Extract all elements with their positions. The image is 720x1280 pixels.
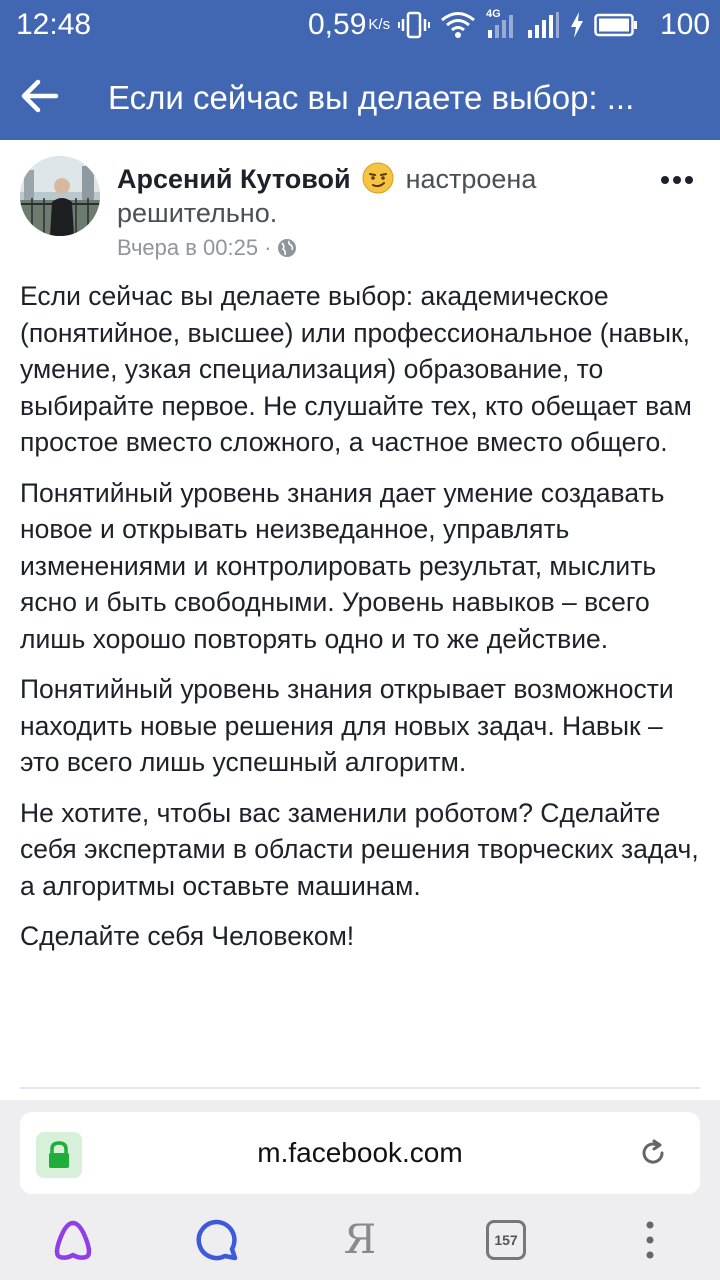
post-paragraph: Понятийный уровень знания дает умение создавать новое и открывать неизведанное, управлять изменениями и контролировать результат, мыслить ясно и быть свободными. Уровень навыков – всего лишь хорошо повторять одно и то же действие. [20,477,665,654]
post [0,140,720,1100]
avatar[interactable] [20,156,100,236]
alice-icon [50,1219,96,1261]
battery-icon [594,12,638,38]
back-arrow-icon[interactable] [18,76,60,116]
yandex-button[interactable] [340,1218,380,1262]
top-bar [0,0,720,140]
post-body [20,278,705,969]
reload-icon[interactable] [638,1138,668,1168]
post-meta [117,234,297,262]
battery-level: 100 [660,8,711,41]
url-text[interactable]: m.facebook.com [257,1137,463,1168]
address-bar[interactable] [20,1112,700,1194]
divider [20,1087,700,1089]
browser-nav [0,1208,720,1272]
author-name[interactable]: Арсений Кутовой [117,164,351,194]
search-button[interactable] [194,1218,240,1262]
signal-4g [486,10,516,40]
tabs-count-icon: 157 [486,1220,526,1260]
wifi-icon [440,10,476,40]
vibrate-icon [398,10,430,40]
more-options-icon[interactable] [660,174,694,186]
menu-button[interactable] [636,1218,664,1262]
signal-bars-2-icon [526,10,560,40]
data-rate-value: 0,59 [308,8,367,41]
tabs-button[interactable] [484,1218,528,1262]
globe-icon [277,238,297,258]
avatar-photo-icon [20,156,100,236]
alice-button[interactable] [50,1218,96,1262]
post-paragraph: Сделайте себя Человеком! [20,921,355,951]
author-line [117,162,637,230]
menu-dots-icon [645,1220,655,1260]
status-time: 12:48 [16,8,92,41]
browser-bar [0,1100,720,1280]
determined-face-emoji-icon [362,162,394,194]
post-paragraph: Не хотите, чтобы вас заменили роботом? Сделайте себя экспертами в области решения творческих задач, а алгоритмы оставьте машинам. [20,797,699,901]
data-rate-unit: K/s [368,16,391,33]
page-title: Если сейчас вы делаете выбор: ... [108,79,635,116]
yandex-icon: Я [343,1217,377,1263]
status-bar [0,0,720,50]
feeling-text: настроена решительно. [117,164,537,228]
network-type: 4G [486,8,501,20]
post-paragraph: Если сейчас вы делаете выбор: академическое (понятийное, высшее) или профессиональное (навык, умение, узкая специализация) образование, то выбирайте первое. Не слушайте тех, кто обещает вам простое вместо сложного, а частное вместо общего. [20,281,692,457]
post-paragraph: Понятийный уровень знания открывает возможности находить новые решения для новых задач. Навык – это всего лишь успешный алгоритм. [20,674,674,777]
data-rate [308,9,390,41]
post-timestamp[interactable]: Вчера в 00:25 [117,235,259,260]
charging-icon [570,10,584,40]
search-bubble-icon [195,1218,239,1262]
meta-separator: · [264,235,272,260]
app-bar [0,50,720,140]
status-icons [398,9,638,41]
